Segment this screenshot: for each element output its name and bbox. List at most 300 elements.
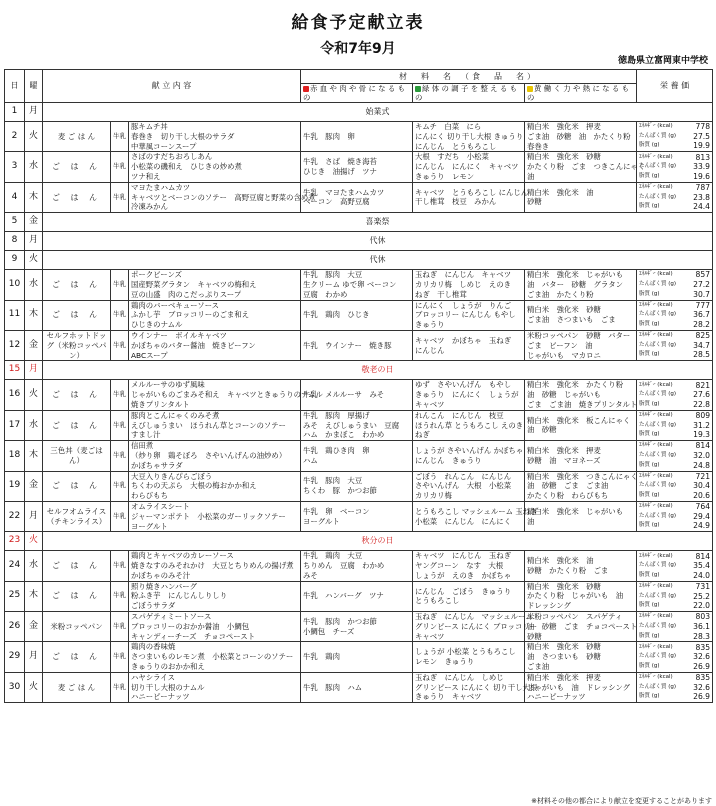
- red-group-icon: [303, 86, 309, 92]
- rows.7.green-line: ねぎ 干し椎茸: [415, 289, 467, 299]
- rows.17.green-line: しょうが えのき かぼちゃ: [415, 570, 512, 580]
- rows.20.dishes-line: きゅうりのおかか和え: [131, 662, 205, 672]
- green-materials: [413, 330, 525, 360]
- energy-label: ｴﾈﾙｷﾞｰ (kcal): [639, 301, 673, 308]
- day-number: 23: [5, 532, 25, 551]
- dishes: [129, 122, 301, 152]
- dishes: [129, 672, 301, 702]
- rows.13.red-line: ハム: [303, 455, 318, 465]
- red-materials: [301, 471, 413, 501]
- rows.17.green-line: キャベツ にんじん 玉ねぎ: [415, 551, 512, 561]
- green-group-icon: [415, 86, 421, 92]
- weekday: 木: [25, 300, 43, 330]
- weekday: 金: [25, 471, 43, 501]
- protein-value: 23.8: [693, 192, 711, 202]
- fat-value: 28.3: [693, 631, 711, 641]
- fat-label: 脂質 (g): [639, 492, 660, 498]
- protein-value: 35.4: [693, 561, 711, 571]
- day-number: 5: [5, 213, 25, 232]
- staple-food: ご は ん: [43, 551, 111, 581]
- yellow-materials: [525, 152, 646, 182]
- yellow-materials: [525, 182, 637, 212]
- rows.11.green-line: きゅうり にんにく しょうが: [415, 390, 519, 400]
- rows.14.red-line: 牛乳 豚肉 大豆: [303, 476, 363, 486]
- green-group-label: 緑 体 の 調 子 を 整 え る も の: [415, 84, 518, 102]
- meal-row: [5, 441, 713, 471]
- rows.1.yellow-line: 春巻き: [527, 141, 550, 151]
- rows.21.yellow-line: 精白米 強化米 押麦: [527, 672, 601, 682]
- rows.12.green-line: ほうれん草 とうもろこし えのき: [415, 420, 524, 430]
- weekday: 月: [25, 642, 43, 672]
- rows.14.dishes-line: 大豆入りきんぴらごぼう: [131, 471, 213, 481]
- rows.2.green-line: きゅうり レモン: [415, 171, 475, 181]
- rows.14.green-line: ごぼう れんこん にんじん: [415, 471, 512, 481]
- rows.14.green-line: カリカリ梅: [415, 491, 452, 501]
- fat-value: 19.9: [693, 141, 711, 151]
- protein-value: 31.2: [693, 420, 711, 430]
- yellow-materials: [525, 441, 637, 471]
- energy-value: 764: [695, 502, 711, 512]
- protein-label: たんぱく質 (g): [639, 592, 677, 599]
- col-nutrition: 栄 養 価: [637, 70, 713, 103]
- rows.17.red-line: みそ: [303, 570, 318, 580]
- protein-label: たんぱく質 (g): [639, 391, 677, 398]
- red-materials: [301, 410, 413, 440]
- red-materials: [301, 182, 413, 212]
- rows.21.green-line: 玉ねぎ にんじん しめじ: [415, 672, 504, 682]
- staple-food: ご は ん: [43, 182, 111, 212]
- nutrition: [637, 380, 713, 410]
- fat-value: 19.3: [693, 430, 711, 440]
- rows.17.dishes-line: 焼きなすのみそれかけ 大豆とちりめんの揚げ煮: [131, 561, 294, 571]
- rows.1.dishes-line: 豚キムチ丼: [131, 122, 168, 131]
- meal-row: [5, 501, 713, 531]
- rows.1.dishes-line: 中華風コーンスープ: [131, 141, 197, 151]
- fat-label: 脂質 (g): [639, 571, 660, 578]
- rows.15.dishes-line: オムライスシート: [131, 501, 190, 511]
- milk: 牛乳: [111, 612, 129, 642]
- weekday: 水: [25, 410, 43, 440]
- protein-value: 32.6: [693, 682, 711, 692]
- rows.13.dishes-line: 信田煮: [131, 441, 154, 451]
- dishes: [129, 410, 301, 440]
- weekday: 火: [25, 672, 43, 702]
- rows.14.dishes-line: ちくわの天ぷら 大根の梅おかか和え: [131, 481, 257, 491]
- rows.18.dishes-line: ごぼうサラダ: [131, 601, 176, 611]
- rows.17.green-line: ヤングコーン なす 大根: [415, 561, 504, 571]
- energy-label: ｴﾈﾙｷﾞｰ (kcal): [639, 442, 673, 449]
- weekday: 火: [25, 122, 43, 152]
- rows.8.red-line: 牛乳 鶏肉 ひじき: [303, 310, 370, 320]
- weekday: 火: [25, 251, 43, 270]
- rows.9.dishes-line: ABCスープ: [131, 350, 168, 360]
- staple-food: 三色丼（麦ごはん）: [43, 441, 111, 471]
- day-number: 15: [5, 361, 25, 380]
- energy-value: 721: [695, 471, 711, 481]
- fat-value: 26.9: [693, 692, 711, 702]
- red-materials: [301, 152, 413, 182]
- rows.9.yellow-line: じゃがいも マカロニ: [527, 350, 601, 360]
- weekday: 水: [25, 270, 43, 300]
- dishes: [129, 612, 301, 642]
- rows.14.yellow-line: 精白米 強化米 つきこんにゃく: [527, 471, 638, 481]
- protein-label: たんぱく質 (g): [639, 683, 677, 690]
- day-number: 19: [5, 471, 25, 501]
- rows.20.dishes-line: さつまいものレモン煮 小松菜とコーンのソテー: [131, 652, 294, 662]
- energy-label: ｴﾈﾙｷﾞｰ (kcal): [639, 582, 673, 589]
- event-row: [5, 232, 713, 251]
- rows.19.dishes-line: スパゲティミートソース: [131, 612, 212, 622]
- protein-label: たんぱく質 (g): [639, 653, 677, 660]
- protein-label: たんぱく質 (g): [639, 341, 677, 348]
- fat-label: 脂質 (g): [639, 662, 660, 669]
- meal-row: [5, 380, 713, 410]
- protein-value: 36.1: [693, 621, 711, 631]
- weekday: 月: [25, 501, 43, 531]
- rows.7.red-line: 豆腐 わかめ: [303, 289, 348, 299]
- green-materials: [413, 152, 525, 182]
- energy-value: 835: [695, 642, 711, 652]
- rows.17.dishes-line: かぼちゃのみそ汁: [131, 570, 191, 580]
- menu-table: [4, 69, 713, 703]
- meal-row: [5, 551, 713, 581]
- nutrition: [637, 501, 713, 531]
- rows.20.dishes-line: 鶏肉の香味焼: [131, 642, 176, 652]
- nutrition: [637, 410, 713, 440]
- red-materials: [301, 122, 413, 152]
- fat-value: 22.8: [693, 399, 711, 409]
- rows.7.yellow-line: 精白米 強化米 じゃがいも: [527, 270, 624, 280]
- green-materials: [413, 380, 525, 410]
- energy-value: 777: [695, 300, 711, 310]
- nutrition: [637, 270, 713, 300]
- milk: 牛乳: [111, 471, 129, 501]
- weekday: 月: [25, 103, 43, 122]
- rows.9.dishes-line: ウインナー ボイルキャベツ: [131, 330, 227, 340]
- nutrition: [637, 152, 713, 182]
- milk: 牛乳: [111, 581, 129, 611]
- col-day: 日: [5, 70, 25, 103]
- fat-label: 脂質 (g): [639, 431, 660, 438]
- rows.8.dishes-line: ひじきのナムル: [131, 320, 183, 330]
- green-materials: [413, 182, 529, 212]
- green-materials: [413, 581, 525, 611]
- rows.13.green-line: しょうが さやいんげん かぼちゃ: [415, 446, 524, 456]
- fat-label: 脂質 (g): [639, 632, 660, 639]
- staple-food: ご は ん: [43, 642, 111, 672]
- green-materials: [413, 410, 525, 440]
- dishes: [129, 300, 301, 330]
- rows.12.green-line: ねぎ: [415, 430, 430, 440]
- rows.7.red-line: 生クリーム ゆで卵 ベーコン: [303, 279, 397, 289]
- rows.2.green-line: にんじん にんにく キャベツ: [415, 162, 519, 172]
- event-text: 代休: [43, 251, 713, 270]
- rows.20.green-line: しょうが 小松菜 とうもろこし: [415, 647, 516, 657]
- protein-label: たんぱく質 (g): [639, 281, 677, 288]
- meal-row: [5, 330, 713, 360]
- rows.14.dishes-line: わらびもち: [131, 491, 168, 501]
- col-yellow-group: [525, 84, 637, 103]
- fat-value: 26.9: [693, 661, 711, 671]
- weekday: 金: [25, 612, 43, 642]
- nutrition: [637, 581, 713, 611]
- day-number: 4: [5, 182, 25, 212]
- rows.21.yellow-line: じゃがいも 油 ドレッシング: [527, 682, 631, 692]
- fat-value: 30.7: [693, 289, 711, 299]
- fat-value: 28.2: [693, 320, 711, 330]
- green-materials: [413, 551, 525, 581]
- rows.11.yellow-line: ごま ごま油 焼きプリンタルト: [527, 399, 638, 409]
- meal-row: [5, 152, 713, 182]
- weekday: 木: [25, 441, 43, 471]
- rows.11.dishes-line: メルルーサのゆず風味: [131, 380, 205, 390]
- rows.1.green-line: にんじん とうもろこし: [415, 141, 497, 151]
- rows.19.dishes-line: キャンディーチーズ チョコペースト: [131, 631, 256, 641]
- nutrition: [637, 330, 713, 360]
- dishes: [129, 152, 301, 182]
- green-materials: [413, 270, 525, 300]
- fat-label: 脂質 (g): [639, 522, 660, 529]
- rows.15.red-line: 牛乳 卵 ベーコン: [303, 506, 370, 516]
- yellow-materials: [525, 672, 637, 702]
- weekday: 水: [25, 551, 43, 581]
- rows.19.red-line: 小鯛包 チーズ: [303, 626, 355, 636]
- protein-label: たんぱく質 (g): [639, 163, 677, 170]
- rows.9.green-line: キャベツ かぼちゃ 玉ねぎ: [415, 335, 512, 345]
- yellow-materials: [525, 501, 637, 531]
- energy-label: ｴﾈﾙｷﾞｰ (kcal): [639, 472, 673, 479]
- meal-row: [5, 642, 713, 672]
- event-text: 敬老の日: [43, 361, 713, 380]
- rows.3.yellow-line: 砂糖: [527, 197, 542, 207]
- rows.18.red-line: 牛乳 ハンバーグ ツナ: [303, 591, 384, 601]
- red-materials: [301, 501, 413, 531]
- meal-row: [5, 672, 713, 702]
- meal-row: [5, 300, 713, 330]
- fat-value: 24.4: [693, 202, 711, 212]
- fat-label: 脂質 (g): [639, 602, 660, 609]
- day-number: 16: [5, 380, 25, 410]
- fat-value: 19.6: [693, 171, 711, 181]
- rows.8.green-line: にんにく しょうが りんご: [415, 300, 512, 310]
- rows.21.dishes-line: ハニーピーナッツ: [131, 692, 190, 702]
- menu-body: [5, 103, 713, 703]
- rows.19.green-line: キャベツ: [415, 631, 445, 641]
- protein-value: 32.0: [693, 451, 711, 461]
- rows.18.dishes-line: 粉ふき芋 にんじんしりしり: [131, 591, 228, 601]
- fat-label: 脂質 (g): [639, 693, 660, 700]
- rows.1.yellow-line: 精白米 強化米 押麦: [527, 122, 601, 131]
- rows.2.yellow-line: 精白米 強化米 砂糖: [527, 152, 601, 162]
- staple-food: ご は ん: [43, 270, 111, 300]
- rows.11.red-line: 牛乳 メルルーサ みそ: [303, 390, 385, 400]
- energy-value: 803: [695, 612, 711, 622]
- rows.7.dishes-line: ポークビーンズ: [131, 270, 183, 280]
- dishes: [129, 642, 301, 672]
- rows.8.green-line: ブロッコリー にんじん もやし: [415, 310, 516, 320]
- rows.3.red-line: 牛乳 マヨたまハムカツ: [303, 187, 385, 197]
- milk: 牛乳: [111, 501, 129, 531]
- rows.20.yellow-line: 精白米 強化米 砂糖: [527, 642, 601, 652]
- rows.2.red-line: ひじき 油揚げ ツナ: [303, 167, 377, 177]
- protein-value: 29.4: [693, 511, 711, 521]
- milk: 牛乳: [111, 300, 129, 330]
- dishes: [129, 270, 301, 300]
- day-number: 9: [5, 251, 25, 270]
- rows.2.yellow-line: かたくり粉 ごま つきこんにゃく: [527, 162, 646, 172]
- rows.19.green-line: グリンピース にんにく ブロッコリー: [415, 621, 538, 631]
- rows.2.red-line: 牛乳 さば 焼き海苔: [303, 157, 377, 167]
- rows.19.green-line: 玉ねぎ にんじん マッシュルーム: [415, 612, 533, 622]
- weekday: 金: [25, 330, 43, 360]
- red-materials: [301, 300, 413, 330]
- rows.18.green-line: にんじん ごぼう きゅうり: [415, 586, 512, 596]
- meal-row: [5, 410, 713, 440]
- fat-value: 24.8: [693, 460, 711, 470]
- milk: 牛乳: [111, 551, 129, 581]
- energy-value: 778: [695, 122, 711, 132]
- energy-value: 814: [695, 441, 711, 451]
- green-materials: [413, 122, 525, 152]
- rows.20.yellow-line: 油 さつまいも 砂糖: [527, 652, 601, 662]
- meal-row: [5, 612, 713, 642]
- protein-value: 34.7: [693, 340, 711, 350]
- protein-value: 27.6: [693, 390, 711, 400]
- staple-food: 麦 ご は ん: [43, 122, 111, 152]
- fat-label: 脂質 (g): [639, 172, 660, 179]
- fat-label: 脂質 (g): [639, 290, 660, 297]
- energy-value: 814: [695, 551, 711, 561]
- nutrition: [637, 441, 713, 471]
- meal-row: [5, 471, 713, 501]
- milk: 牛乳: [111, 441, 129, 471]
- meal-row: [5, 122, 713, 152]
- energy-label: ｴﾈﾙｷﾞｰ (kcal): [639, 184, 673, 191]
- rows.1.green-line: キムチ 白菜 にら: [415, 122, 482, 131]
- energy-label: ｴﾈﾙｷﾞｰ (kcal): [639, 271, 673, 278]
- green-materials: [413, 300, 525, 330]
- dishes: [129, 471, 301, 501]
- rows.15.yellow-line: 精白米 強化米 じゃがいも: [527, 506, 624, 516]
- protein-value: 27.2: [693, 280, 711, 290]
- col-red-group: [301, 84, 413, 103]
- rows.21.red-line: 牛乳 豚肉 ハム: [303, 682, 363, 692]
- rows.18.green-line: とうもろこし: [415, 596, 460, 606]
- rows.19.red-line: 牛乳 豚肉 かつお節: [303, 616, 377, 626]
- protein-value: 27.5: [693, 131, 711, 141]
- rows.7.yellow-line: ごま油 かたくり粉: [527, 289, 594, 299]
- weekday: 月: [25, 232, 43, 251]
- energy-value: 809: [695, 411, 711, 421]
- milk: 牛乳: [111, 152, 129, 182]
- nutrition: [637, 551, 713, 581]
- meal-row: [5, 270, 713, 300]
- rows.9.green-line: にんじん: [415, 345, 445, 355]
- dishes: [129, 182, 316, 212]
- weekday: 木: [25, 182, 43, 212]
- nutrition: [637, 182, 713, 212]
- protein-label: たんぱく質 (g): [639, 482, 677, 489]
- rows.12.red-line: ハム かまぼこ わかめ: [303, 430, 385, 440]
- red-materials: [301, 612, 413, 642]
- red-materials: [301, 441, 413, 471]
- rows.19.dishes-line: ブロッコリーのおかか醤油 小鯛包: [131, 621, 250, 631]
- red-group-label: 赤 血 や 肉 や 骨 に な る も の: [303, 84, 406, 102]
- protein-label: たんぱく質 (g): [639, 132, 677, 139]
- staple-food: 米粉コッペパン: [43, 612, 111, 642]
- rows.13.dishes-line: （炒り卵 鶏そぼろ さやいんげんの油炒め）: [131, 450, 287, 460]
- rows.3.dishes-line: マヨたまハムカツ: [131, 182, 191, 192]
- event-row: [5, 213, 713, 232]
- rows.21.dishes-line: ハヤシライス: [131, 672, 175, 682]
- rows.13.dishes-line: かぼちゃサラダ: [131, 460, 183, 470]
- rows.14.yellow-line: 油 砂糖 ごま ごま油: [527, 481, 609, 491]
- rows.2.green-line: 大根 すだち 小松菜: [415, 152, 489, 162]
- rows.7.green-line: カリカリ梅 しめじ えのき: [415, 279, 512, 289]
- day-number: 24: [5, 551, 25, 581]
- energy-value: 731: [695, 581, 711, 591]
- rows.7.yellow-line: 油 バター 砂糖 グラタン: [527, 279, 624, 289]
- protein-value: 36.7: [693, 310, 711, 320]
- event-text: 代休: [43, 232, 713, 251]
- col-materials: 材 料 名 （食 品 名）: [301, 70, 637, 84]
- milk: 牛乳: [111, 122, 129, 152]
- rows.13.red-line: 牛乳 鶏ひき肉 卵: [303, 446, 370, 456]
- protein-label: たんぱく質 (g): [639, 421, 677, 428]
- yellow-materials: [525, 330, 637, 360]
- milk: 牛乳: [111, 380, 129, 410]
- rows.1.yellow-line: ごま油 砂糖 油 かたくり粉: [527, 131, 631, 141]
- energy-label: ｴﾈﾙｷﾞｰ (kcal): [639, 674, 673, 681]
- rows.11.dishes-line: 焼きプリンタルト: [131, 399, 190, 409]
- rows.1.dishes-line: 春巻き 切り干し大根のサラダ: [131, 131, 235, 141]
- weekday: 火: [25, 380, 43, 410]
- weekday: 火: [25, 532, 43, 551]
- nutrition: [637, 612, 713, 642]
- rows.3.green-line: 干し椎茸 枝豆 みかん: [415, 197, 497, 207]
- day-number: 12: [5, 330, 25, 360]
- dishes: [129, 581, 301, 611]
- yellow-materials: [525, 471, 637, 501]
- day-number: 30: [5, 672, 25, 702]
- event-row: [5, 251, 713, 270]
- energy-label: ｴﾈﾙｷﾞｰ (kcal): [639, 643, 673, 650]
- day-number: 11: [5, 300, 25, 330]
- protein-value: 33.9: [693, 162, 711, 172]
- dishes: [129, 551, 301, 581]
- rows.17.red-line: ちりめん 豆腐 わかめ: [303, 561, 385, 571]
- yellow-materials: [525, 380, 637, 410]
- rows.9.yellow-line: 米粉コッペパン 砂糖 バター: [527, 330, 631, 340]
- green-materials: [413, 441, 525, 471]
- rows.13.yellow-line: 砂糖 油 マヨネーズ: [527, 455, 601, 465]
- rows.15.green-line: とうもろこし マッシュルーム 玉ねぎ: [415, 506, 538, 516]
- rows.14.yellow-line: かたくり粉 わらびもち: [527, 491, 609, 501]
- event-row: [5, 361, 713, 380]
- rows.12.yellow-line: 精白米 強化米 板こんにゃく: [527, 415, 631, 425]
- rows.12.dishes-line: えびしゅうまい ほうれん草とコーンのソテー: [131, 420, 286, 430]
- day-number: 17: [5, 410, 25, 440]
- red-materials: [301, 672, 413, 702]
- rows.17.dishes-line: 鶏肉とキャベツのカレーソース: [131, 551, 234, 561]
- fat-label: 脂質 (g): [639, 461, 660, 468]
- yellow-materials: [525, 642, 637, 672]
- event-row: [5, 103, 713, 122]
- page-subtitle: 令和7年9月: [320, 41, 396, 57]
- protein-label: たんぱく質 (g): [639, 193, 677, 200]
- yellow-materials: [525, 270, 637, 300]
- rows.3.red-line: ベーコン 高野豆腐: [303, 197, 370, 207]
